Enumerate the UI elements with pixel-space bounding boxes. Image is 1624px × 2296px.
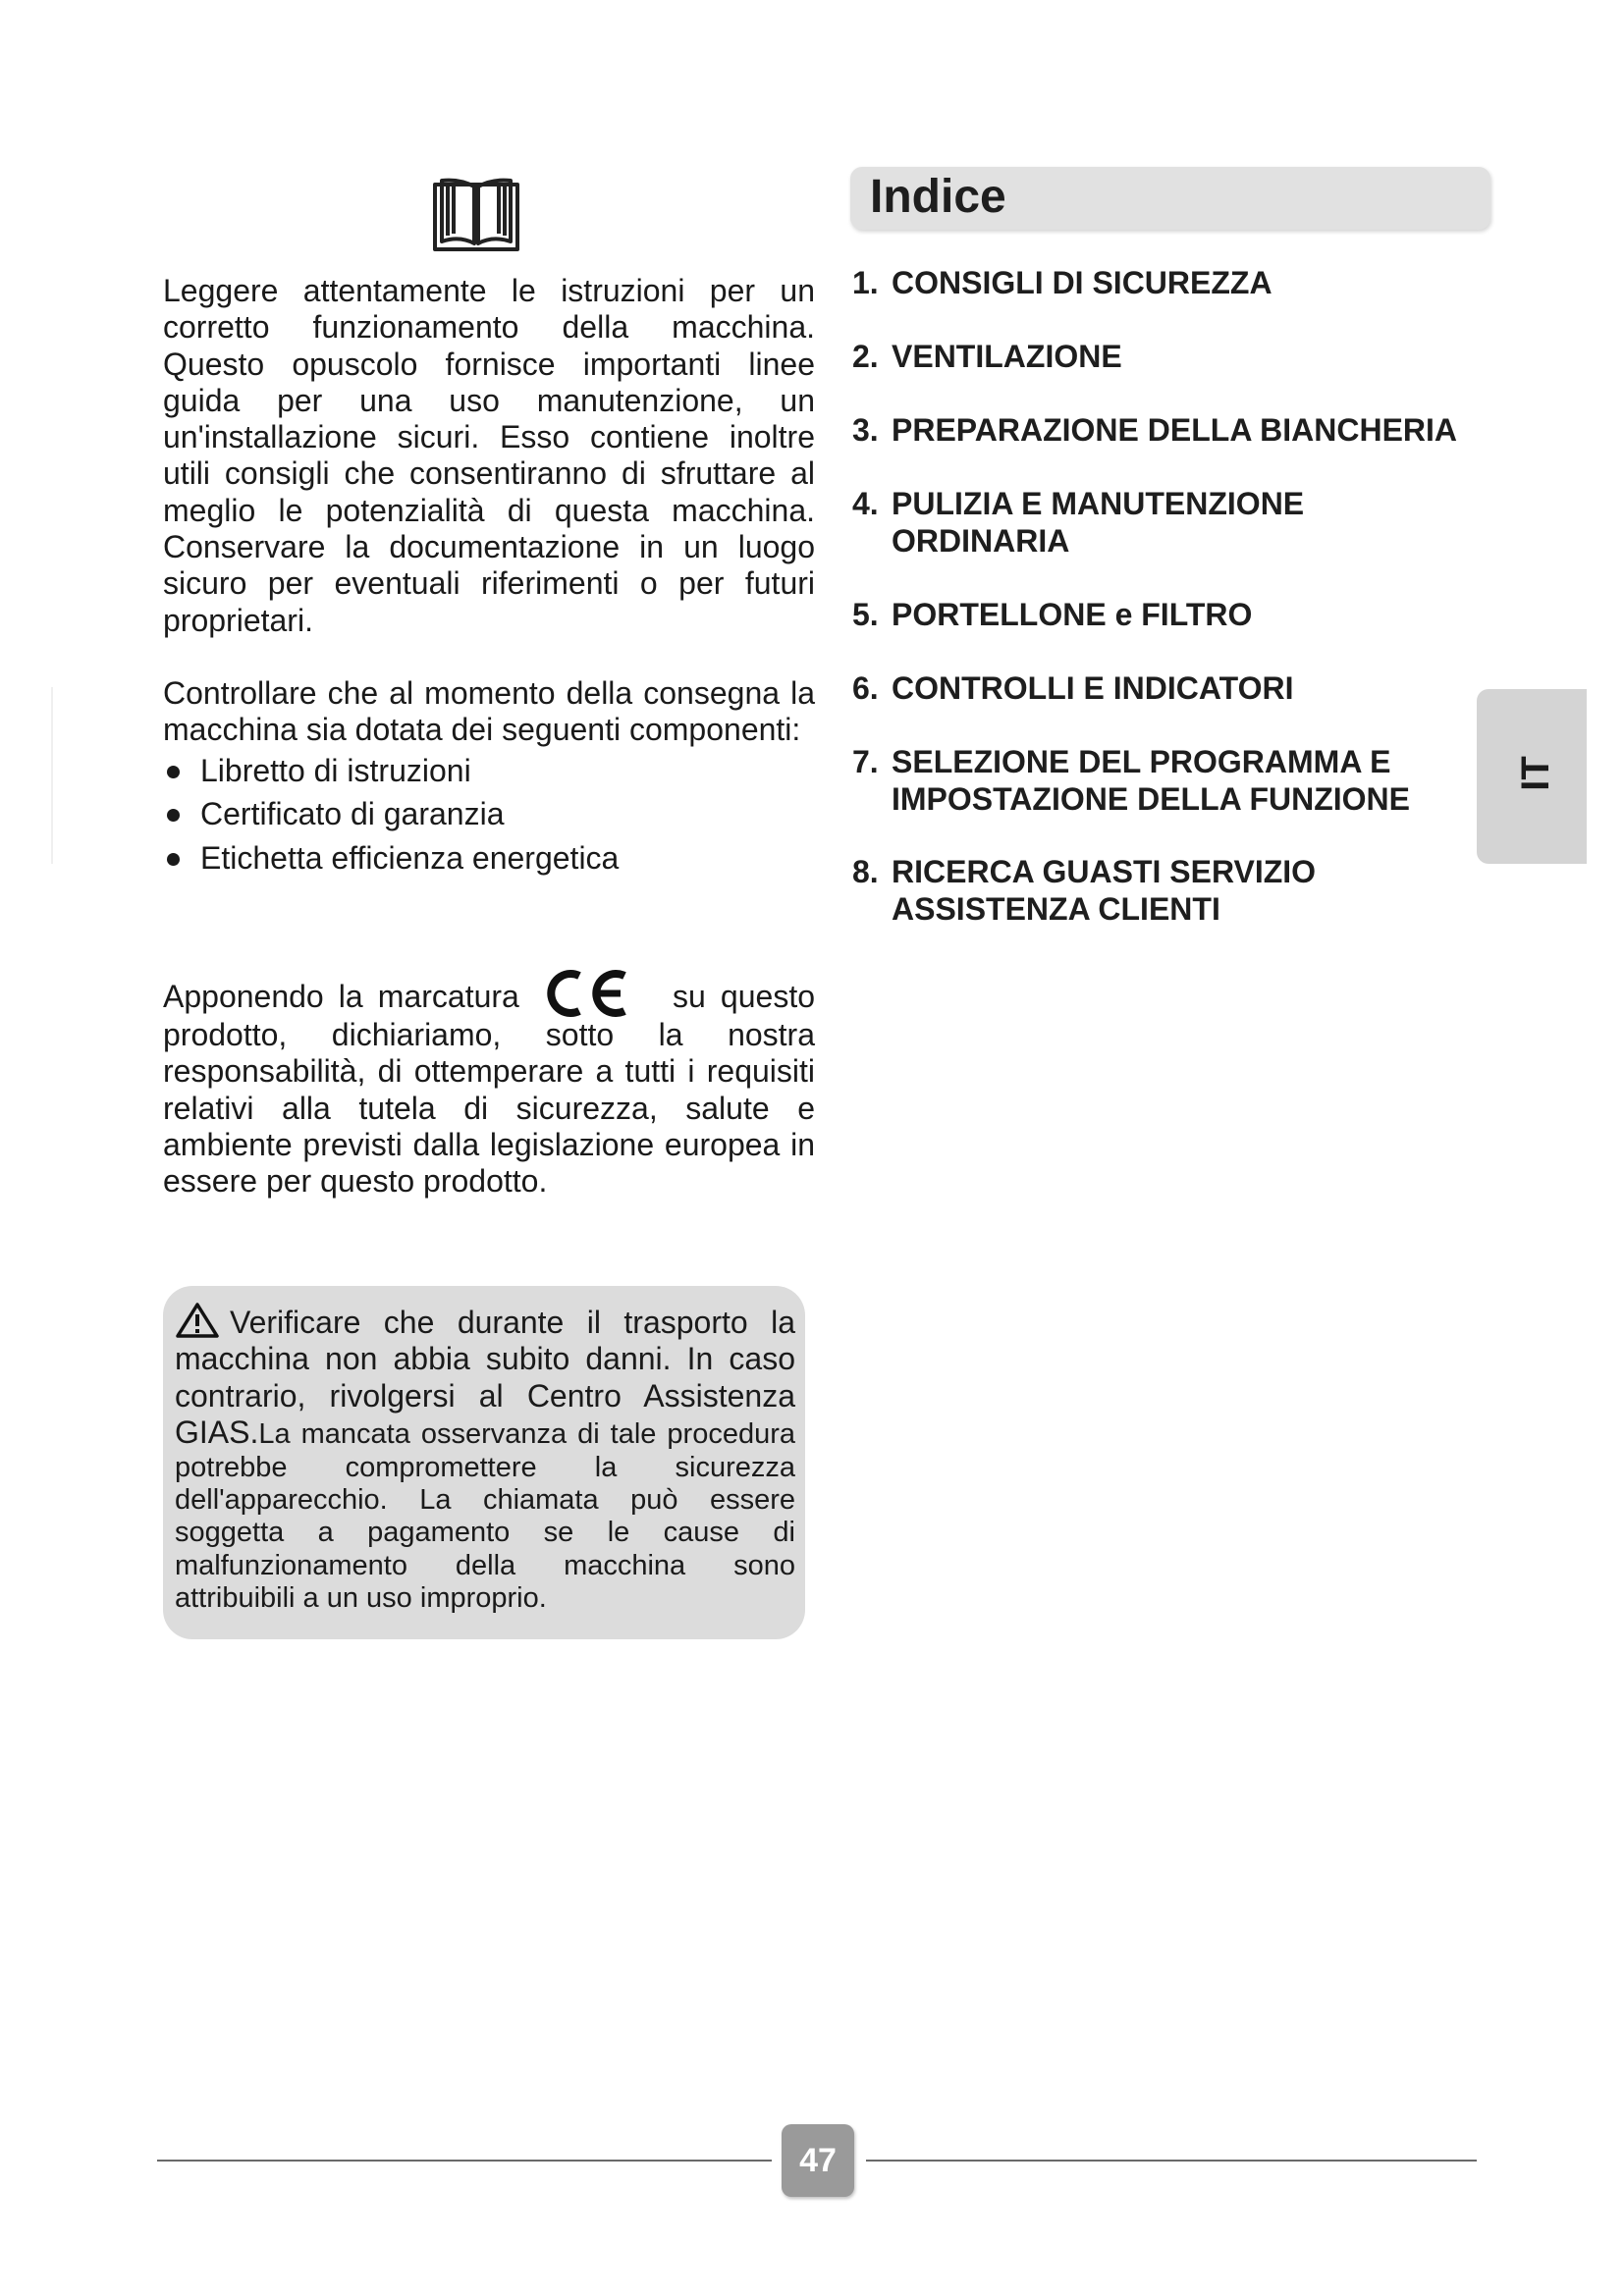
toc-item-5[interactable] xyxy=(852,597,1500,634)
toc-number: 8. xyxy=(852,854,879,889)
list-item: Etichetta efficienza energetica xyxy=(163,836,815,881)
toc-title-continued: ORDINARIA xyxy=(892,522,1070,559)
language-label: IT xyxy=(1514,756,1557,791)
toc-number: 2. xyxy=(852,339,879,374)
toc-title: SELEZIONE DEL PROGRAMMA E xyxy=(892,744,1391,779)
page-title: Indice xyxy=(870,171,1006,223)
intro-paragraph xyxy=(163,273,815,639)
toc-title: CONTROLLI E INDICATORI xyxy=(892,670,1294,706)
toc-number: 7. xyxy=(852,744,879,779)
toc-item-8[interactable] xyxy=(852,854,1500,928)
delivery-section xyxy=(163,675,815,880)
toc-title: PREPARAZIONE DELLA BIANCHERIA xyxy=(892,412,1458,448)
delivery-list xyxy=(163,749,815,881)
ce-mark-icon xyxy=(540,970,634,1017)
toc-title: VENTILAZIONE xyxy=(892,339,1122,374)
list-item: Libretto di istruzioni xyxy=(163,749,815,793)
toc-item-6[interactable] xyxy=(852,670,1500,708)
toc-title-continued: IMPOSTAZIONE DELLA FUNZIONE xyxy=(892,780,1410,817)
toc-title: CONSIGLI DI SICUREZZA xyxy=(892,265,1272,300)
toc-item-3[interactable] xyxy=(852,412,1500,450)
toc-title-continued: ASSISTENZA CLIENTI xyxy=(892,890,1220,927)
warning-lead: Verificare che durante il trasporto la macchina non abbia subito danni. In caso contrario, rivolgersi al Centro Assistenza GIAS. xyxy=(175,1305,795,1451)
toc-item-4[interactable] xyxy=(852,486,1500,560)
toc-number: 3. xyxy=(852,412,879,448)
toc-item-2[interactable] xyxy=(852,339,1500,376)
page-number-badge xyxy=(782,2124,854,2197)
footer-rule-right xyxy=(866,2160,1477,2162)
toc-item-7[interactable] xyxy=(852,744,1500,818)
list-item: Certificato di garanzia xyxy=(163,792,815,836)
ce-text-before: Apponendo la marcatura xyxy=(163,979,519,1014)
language-tab xyxy=(1477,689,1587,864)
index-header xyxy=(850,167,1490,230)
toc-number: 1. xyxy=(852,265,879,300)
toc-number: 4. xyxy=(852,486,879,521)
warning-triangle-icon xyxy=(175,1302,220,1339)
delivery-text: Controllare che al momento della consegna la macchina sia dotata dei seguenti componenti: xyxy=(163,675,815,748)
toc-title: RICERCA GUASTI SERVIZIO xyxy=(892,854,1317,889)
margin-line xyxy=(51,687,53,864)
page-number: 47 xyxy=(799,2142,837,2179)
footer-rule-left xyxy=(157,2160,772,2162)
toc-title: PORTELLONE e FILTRO xyxy=(892,597,1253,632)
toc-item-1[interactable] xyxy=(852,265,1500,302)
ce-text-after: su questo prodotto, dichiariamo, sotto la nostra responsabilità, di ottemperare a tutti i requisiti relativi alla tutela di sicurezza, salute e ambiente previsti dalla legislazione europea in essere per questo prodotto. xyxy=(163,979,816,1200)
ce-paragraph xyxy=(163,970,815,1200)
warning-box xyxy=(163,1286,805,1639)
toc-number: 6. xyxy=(852,670,879,706)
warning-rest: La mancata osservanza di tale procedura potrebbe compromettere la sicurezza dell'apparecchio. La chiamata può essere soggetta a pagamento se le cause di malfunzionamento della macchina sono attribuibili a un uso improprio. xyxy=(175,1418,795,1615)
intro-text: Leggere attentamente le istruzioni per un corretto funzionamento della macchina. Questo opuscolo fornisce importanti linee guida per una uso manutenzione, un un'installazione sicuri. Esso contiene inoltre utili consigli che consentiranno di sfruttare al meglio le potenzialità di questa macchina. Conservare la documentazione in un luogo sicuro per eventuali riferimenti o per futuri proprietari. xyxy=(163,273,815,638)
book-icon xyxy=(432,177,520,253)
toc-number: 5. xyxy=(852,597,879,632)
toc-title: PULIZIA E MANUTENZIONE xyxy=(892,486,1305,521)
